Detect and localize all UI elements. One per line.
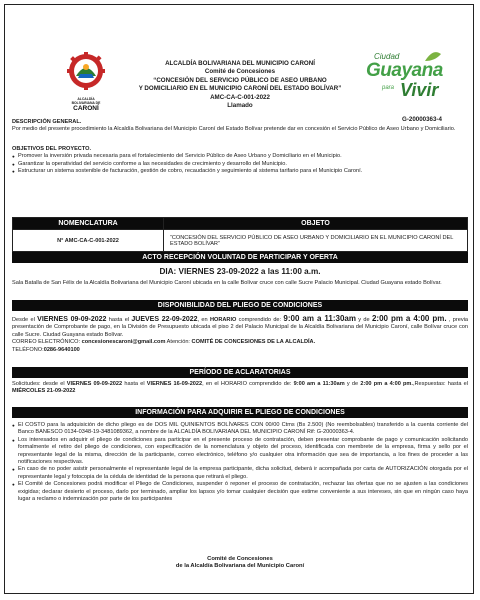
availability-between: comprendido de: <box>236 317 284 323</box>
list-item: ● En caso de no poder asistir personalmente el representante legal de la empresa participante, dicha solicitud, deberá ir acompañada por carta de AUTORIZACIÓN otorgada por el representante legal y fotocopia de la cédula de identidad de la persona que retirará el pliego. <box>12 466 468 481</box>
clarifications-end-date: VIERNES 16-09-2022 <box>146 381 203 387</box>
availability-in: , en <box>197 317 210 323</box>
alcaldia-caroni-logo <box>62 52 110 110</box>
availability-from: Desde el <box>12 317 38 323</box>
clarifications-morning-hours: 9:00 am a 11:30am <box>293 381 345 387</box>
rif-number: G-20000363-4 <box>402 116 442 123</box>
leaf-icon <box>424 52 442 62</box>
info-section <box>12 422 468 503</box>
logo-vivir-text: Vivir <box>400 80 439 100</box>
availability-details: , previa presentación de Comprobante de pago, en la División de Presupuesto ubicada el piso 2 del Palacio Municipal de la Alcaldía Bolivariana del Municipio Caroní, calle Bolívar cruce con calle Sucre. Ciudad Guayana estado Bolívar. <box>12 317 468 338</box>
list-item: ● Estructurar un sistema sostenible de facturación, gestión de cobro, recaudación y seguimiento al sistema tarifario para el Municipio Caroní. <box>12 168 468 175</box>
table-header-row <box>13 218 468 230</box>
phone-label: TELÉFONO: <box>12 346 44 353</box>
signature-block <box>12 556 468 571</box>
list-item: ● Los interesados en adquirir el pliego de condiciones para participar en el presente proceso de contratación, deben presentar comprobante de pago y comunicación solicitando formalmente el retiro del pliego de condiciones, con especificación de la nomenclatura y objeto del proceso, identificada con membrete de la empresa, firma y sello por el representante legal de la misma, dirección de la participante, correo electrónico, teléfono y/o cualquier otra información que sea de importancia, a los fines de proceder a las notificaciones respectivas. <box>12 437 468 467</box>
availability-afternoon-hours: 2:00 pm a 4:00 pm. <box>371 314 447 323</box>
list-item: ● El COSTO para la adquisición de dicho pliego es de DOS MIL QUINIENTOS BOLÍVARES CON 00/00 Ctms (Bs 2.500) (No reembolsables) transferido a la cuenta corriente del Banco BANESCO 0134-0348-19-3481089362, a nombre de la ALCALDÍA BOLIVARIANA DEL MUNICIPIO CARONÍ Rif: G-20000363-4. <box>12 422 468 437</box>
general-text: Por medio del presente procedimiento la Alcaldía Bolivariana del Municipio Caroní del Estado Bolívar pretende dar en concesión el Servicio Público de Aseo Urbano y Domiciliario. <box>12 126 456 133</box>
reception-bar: ACTO RECEPCIÓN VOLUNTAD DE PARTICIPAR Y OFERTA <box>12 252 468 263</box>
availability-morning-hours: 9:00 am a 11:30am <box>283 314 356 323</box>
attention-label: Atención: <box>165 339 192 346</box>
availability-and: y de <box>355 317 372 323</box>
objeto-value: “CONCESIÓN DEL SERVICIO PÚBLICO DE ASEO URBANO Y DOMICILIARIO EN EL MUNICIPIO CARONÍ DEL ESTADO BOLÍVAR” <box>164 230 468 252</box>
email-label: CORREO ELECTRÓNICO: <box>12 339 82 346</box>
list-item: ● Garantizar la operatividad del servicio conforme a las necesidades de crecimiento y desarrollo del Municipio. <box>12 161 468 168</box>
logo-para-text: para <box>382 85 395 91</box>
availability-hours-label: HORARIO <box>209 317 237 323</box>
info-bar: INFORMACIÓN PARA ADQUIRIR EL PLIEGO DE CONDICIONES <box>12 407 468 418</box>
logo-guayana-text: Guayana <box>366 60 443 81</box>
clarifications-and: y de <box>344 381 361 387</box>
list-item: ● Promover la inversión privada necesaria para el fortalecimiento del Servicio Público de Aseo Urbano y Domiciliario en el Municipio. <box>12 153 468 160</box>
ciudad-guayana-logo <box>366 52 456 108</box>
info-list <box>12 422 468 503</box>
call-label: Llamado <box>227 102 253 110</box>
objectives-heading: OBJETIVOS DEL PROYECTO. <box>12 146 92 152</box>
attention-value: COMITÉ DE CONCESIONES DE LA ALCALDÍA. <box>191 339 316 346</box>
list-item: ● El Comité de Concesiones podrá modificar el Pliego de Condiciones, suspender ó reponer el proceso de contratación, rechazar las ofertas que no se ajusten a las condiciones exigidas; declarar desierto el proceso, darlo por terminado, ampliar los lapsos y/o tomar cualquier decisión que estime conveniente a sus intereses, sin que en ningún caso haya lugar a reclamo o indemnización por parte de los participantes <box>12 481 468 503</box>
title-line-1: “CONCESIÓN DEL SERVICIO PÚBLICO DE ASEO URBANO <box>153 76 327 84</box>
logo-left-line-2: BOLIVARIANA DE <box>71 101 101 105</box>
document-header <box>120 60 360 110</box>
phone-number: 0286-9640100 <box>43 346 80 353</box>
process-code: AMC-CA-C-001-2022 <box>210 93 270 101</box>
col-objeto: OBJETO <box>164 218 468 230</box>
title-line-2: Y DOMICILIARIO EN EL MUNICIPIO CARONÍ DEL ESTADO BOLÍVAR” <box>138 85 342 93</box>
gear-emblem-icon <box>62 52 110 92</box>
clarifications-answers-label: ,Respuestas: hasta el <box>412 381 469 387</box>
objectives-list <box>12 153 468 175</box>
logo-left-line-3: CARONÍ <box>73 105 99 112</box>
org-name: ALCALDÍA BOLIVARIANA DEL MUNICIPIO CARONÍ <box>165 60 315 67</box>
email-address[interactable]: concesionescaroni@gmail.com <box>81 339 166 346</box>
footer-line-1: Comité de Concesiones <box>207 556 273 562</box>
footer-line-2: de la Alcaldía Bolivariana del Municipio Caroní <box>175 563 305 570</box>
reception-date: DIA: VIERNES 23-09-2022 a las 11:00 a.m. <box>159 267 321 276</box>
objectives-section <box>12 146 468 176</box>
table-row <box>13 230 468 252</box>
clarifications-bar: PERÍODO DE ACLARATORIAS <box>12 367 468 378</box>
logo-ciudad-text: Ciudad <box>374 52 400 61</box>
process-table <box>12 217 468 252</box>
clarifications-to: hasta el <box>122 381 147 387</box>
availability-start-date: VIERNES 09-09-2022 <box>37 316 107 323</box>
clarifications-afternoon-hours: 2:00 pm a 4:00 pm. <box>360 381 413 387</box>
nomenclatura-value: N° AMC-CA-C-001-2022 <box>13 230 164 252</box>
clarifications-answer-date: MIÉRCOLES 21-09-2022 <box>12 388 76 395</box>
col-nomenclatura: NOMENCLATURA <box>13 218 164 230</box>
committee-name: Comité de Concesiones <box>204 68 276 76</box>
clarifications-start-date: VIERNES 09-09-2022 <box>66 381 123 387</box>
availability-end-date: JUEVES 22-09-2022 <box>131 316 198 323</box>
reception-place: Sala Batalla de San Félix de la Alcaldía Bolivariana del Municipio Caroní ubicada en la calle Bolívar cruce con calle Sucre Palacio Municipal. Ciudad Guayana estado Bolívar. <box>12 280 442 286</box>
general-description <box>12 119 468 134</box>
logo-left-line-1: ALCALDÍA <box>77 97 95 101</box>
clarifications-from: Solicitudes: desde el <box>12 381 67 387</box>
clarifications-hours-label: , en el HORARIO comprendido de: <box>202 381 294 387</box>
availability-text <box>12 315 468 354</box>
clarifications-text <box>12 381 468 396</box>
availability-to: hasta el <box>106 317 132 323</box>
availability-bar: DISPONIBILIDAD DEL PLIEGO DE CONDICIONES <box>12 300 468 311</box>
general-heading: DESCRIPCIÓN GENERAL. <box>12 119 82 125</box>
